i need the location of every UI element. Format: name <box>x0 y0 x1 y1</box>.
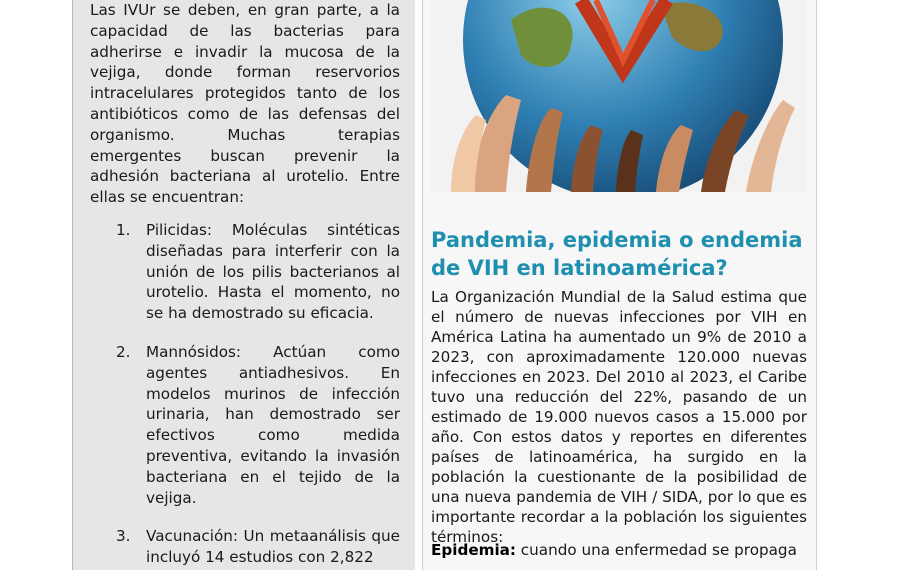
globe-hands-illustration <box>431 0 807 192</box>
list-number: 1. <box>116 220 131 239</box>
list-text: Mannósidos: Actúan como agentes antiadhesivos. En modelos murinos de infección urinaria, han demostrado ser efectivos como medida preventiva, evitando la invasión bacteriana en el tejido de la vejiga. <box>146 342 400 507</box>
list-item <box>90 220 400 324</box>
list-number: 2. <box>116 342 131 361</box>
epidemia-definition <box>431 540 807 560</box>
intro-paragraph: Las IVUr se deben, en gran parte, a la capacidad de las bacterias para adherirse e invadir la mucosa de la vejiga, donde forman reservorios intracelulares protegidos tanto de los antibióticos como de las defensas del organismo. Muchas terapias emergentes buscan prevenir la adhesión bacteriana al urotelio. Entre ellas se encuentran: <box>90 1 400 207</box>
list-text: Vacunación: Un metaanálisis que incluyó 14 estudios con 2,822 <box>146 527 400 567</box>
article-title: Pandemia, epidemia o endemia de VIH en latinoamérica? <box>431 228 803 280</box>
left-article <box>90 0 400 586</box>
list-number: 3. <box>116 527 131 546</box>
list-item <box>90 342 400 508</box>
article-body: La Organización Mundial de la Salud estima que el número de nuevas infecciones por VIH en América Latina ha aumentado un 9% de 2010 a 2023, con aproximadamente 120.000 nuevas infecciones en 2023. Del 2010 al 2023, el Caribe tuvo una reducción del 22%, pasando de un estimado de 19.000 nuevos casos a 15.000 por año. Con estos datos y reportes en diferentes países de latinoamérica, ha surgido en la población la cuestionante de la posibilidad de una nueva pandemia de VIH / SIDA, por lo que es importante recordar a la población los siguientes términos: <box>431 288 807 546</box>
epidemia-term: Epidemia: <box>431 541 516 559</box>
globe-hands-photo <box>431 0 807 192</box>
list-item <box>90 526 400 568</box>
list-text: Pilicidas: Moléculas sintéticas diseñadas para interferir con la unión de los pilis bacterianos al urotelio. Hasta el momento, no se ha demostrado su eficacia. <box>146 220 400 323</box>
epidemia-text: cuando una enfermedad se propaga <box>515 541 797 559</box>
therapy-list <box>90 220 400 568</box>
